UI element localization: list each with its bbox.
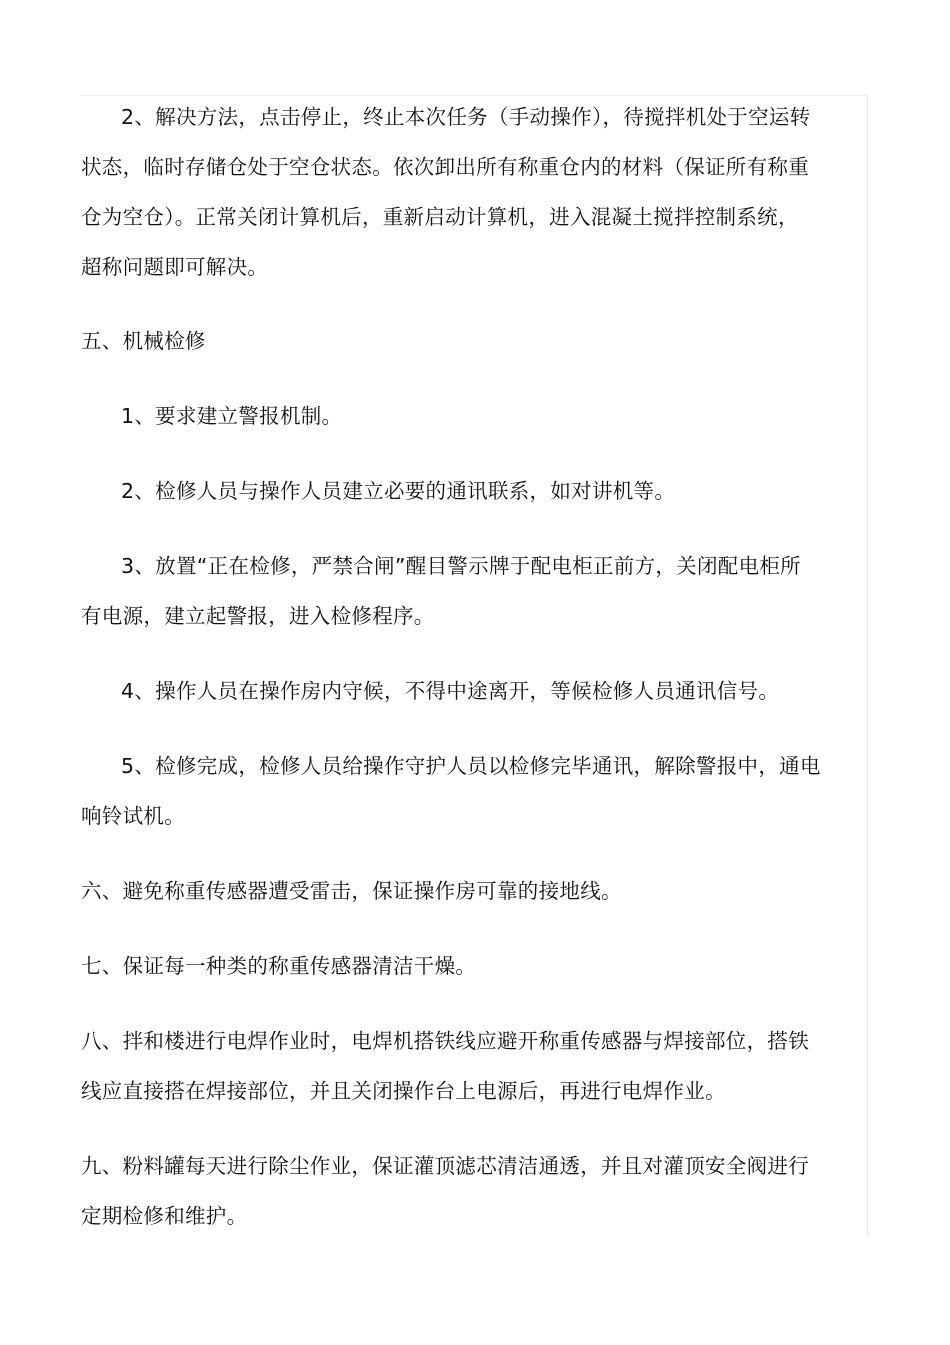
list-item: 2、检修人员与操作人员建立必要的通讯联系，如对讲机等。 [121,479,676,503]
text-line: 2、解决方法，点击停止，终止本次任务（手动操作），待搅拌机处于空运转 [121,105,811,129]
text-line: 状态，临时存储仓处于空仓状态。依次卸出所有称重仓内的材料（保证所有称重 [81,155,809,179]
text-line: 线应直接搭在焊接部位，并且关闭操作台上电源后，再进行电焊作业。 [81,1079,726,1103]
text-line: 定期检修和维护。 [81,1204,248,1228]
section-heading: 五、机械检修 [81,329,206,353]
list-item: 3、放置“正在检修，严禁合闸”醒目警示牌于配电柜正前方，关闭配电柜所 [121,554,801,578]
list-item: 1、要求建立警报机制。 [121,404,343,428]
text-line: 响铃试机。 [81,804,185,828]
text-line: 有电源，建立起警报，进入检修程序。 [81,604,435,628]
section-heading: 六、避免称重传感器遭受雷击，保证操作房可靠的接地线。 [81,879,622,903]
text-line: 超称问题即可解决。 [81,255,269,279]
list-item: 4、操作人员在操作房内守候，不得中途离开，等候检修人员通讯信号。 [121,679,780,703]
section-heading: 七、保证每一种类的称重传感器清洁干燥。 [81,954,477,978]
list-item: 5、检修完成，检修人员给操作守护人员以检修完毕通讯，解除警报中，通电 [121,754,821,778]
text-line: 仓为空仓）。正常关闭计算机后，重新启动计算机，进入混凝土搅拌控制系统， [81,205,799,229]
section-heading: 九、粉料罐每天进行除尘作业，保证灌顶滤芯清洁通透，并且对灌顶安全阀进行 [81,1154,809,1178]
section-heading: 八、拌和楼进行电焊作业时，电焊机搭铁线应避开称重传感器与焊接部位，搭铁 [81,1029,809,1053]
